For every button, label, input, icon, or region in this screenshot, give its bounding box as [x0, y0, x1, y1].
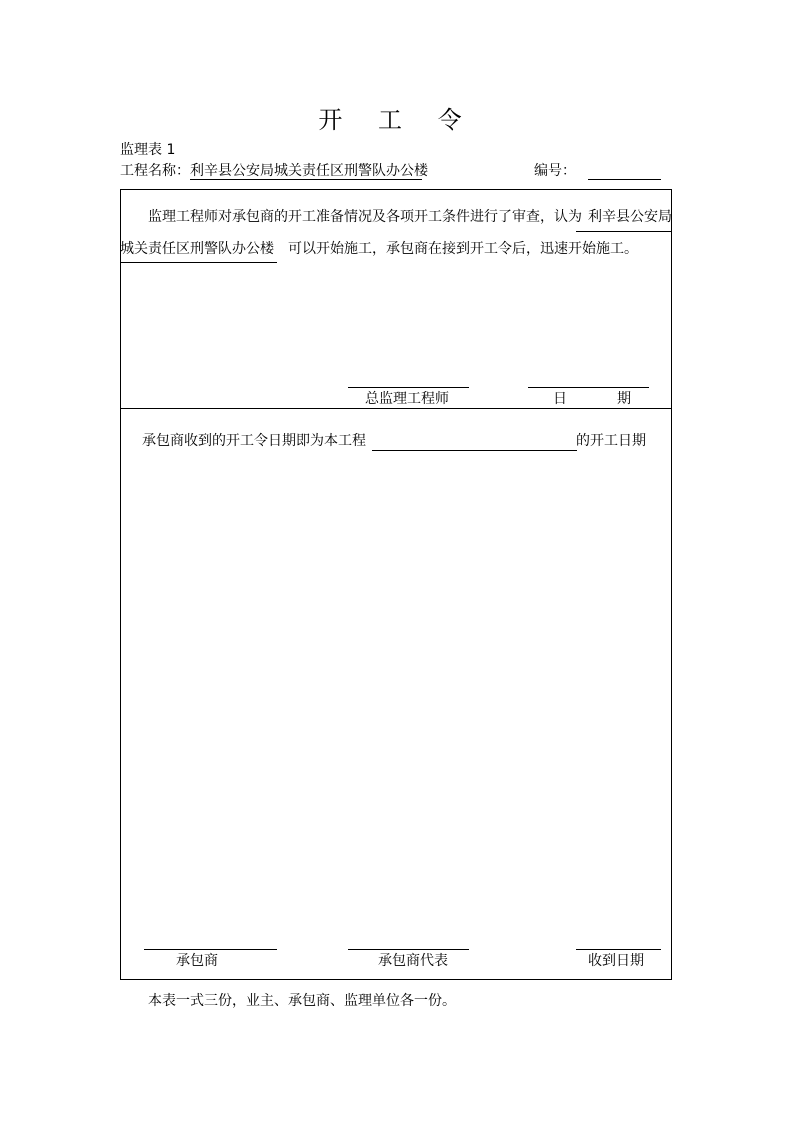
project-name: 利辛县公安局城关责任区刑警队办公楼 — [190, 163, 428, 179]
section1-text-after: 可以开始施工，承包商在接到开工令后，迅速开始施工。 — [288, 241, 638, 257]
form-code: 监理表 1 — [120, 142, 176, 158]
chief-engineer-label: 总监理工程师 — [365, 391, 449, 407]
date-label-day: 日 — [553, 391, 567, 407]
section1-text-before: 监理工程师对承包商的开工准备情况及各项开工条件进行了审查，认为 — [148, 209, 582, 225]
section1-underline-2 — [120, 262, 277, 263]
chief-engineer-signature-line — [348, 387, 469, 388]
number-label: 编号： — [534, 163, 576, 179]
footnote: 本表一式三份，业主、承包商、监理单位各一份。 — [148, 993, 456, 1009]
section1-underline-1 — [576, 231, 672, 232]
section2-text-before: 承包商收到的开工令日期即为本工程 — [142, 433, 366, 449]
contractor-rep-signature-line — [348, 949, 469, 950]
section1-project-name-2: 城关责任区刑警队办公楼 — [120, 241, 274, 257]
date-label-period: 期 — [617, 391, 631, 407]
section-divider — [120, 408, 672, 409]
project-label: 工程名称： — [120, 163, 190, 179]
contractor-signature-line — [144, 949, 277, 950]
section2-text-after: 的开工日期 — [576, 433, 646, 449]
contractor-label: 承包商 — [176, 953, 218, 969]
number-underline — [588, 179, 661, 180]
received-date-label: 收到日期 — [588, 953, 644, 969]
project-name-underline — [190, 179, 422, 180]
form-box — [120, 189, 672, 980]
contractor-rep-label: 承包商代表 — [378, 953, 448, 969]
date-signature-line — [528, 387, 649, 388]
section1-project-name-1: 利辛县公安局 — [588, 209, 672, 225]
received-date-signature-line — [576, 949, 661, 950]
page-title: 开 工 令 — [318, 106, 476, 134]
start-date-blank-line — [372, 450, 577, 451]
